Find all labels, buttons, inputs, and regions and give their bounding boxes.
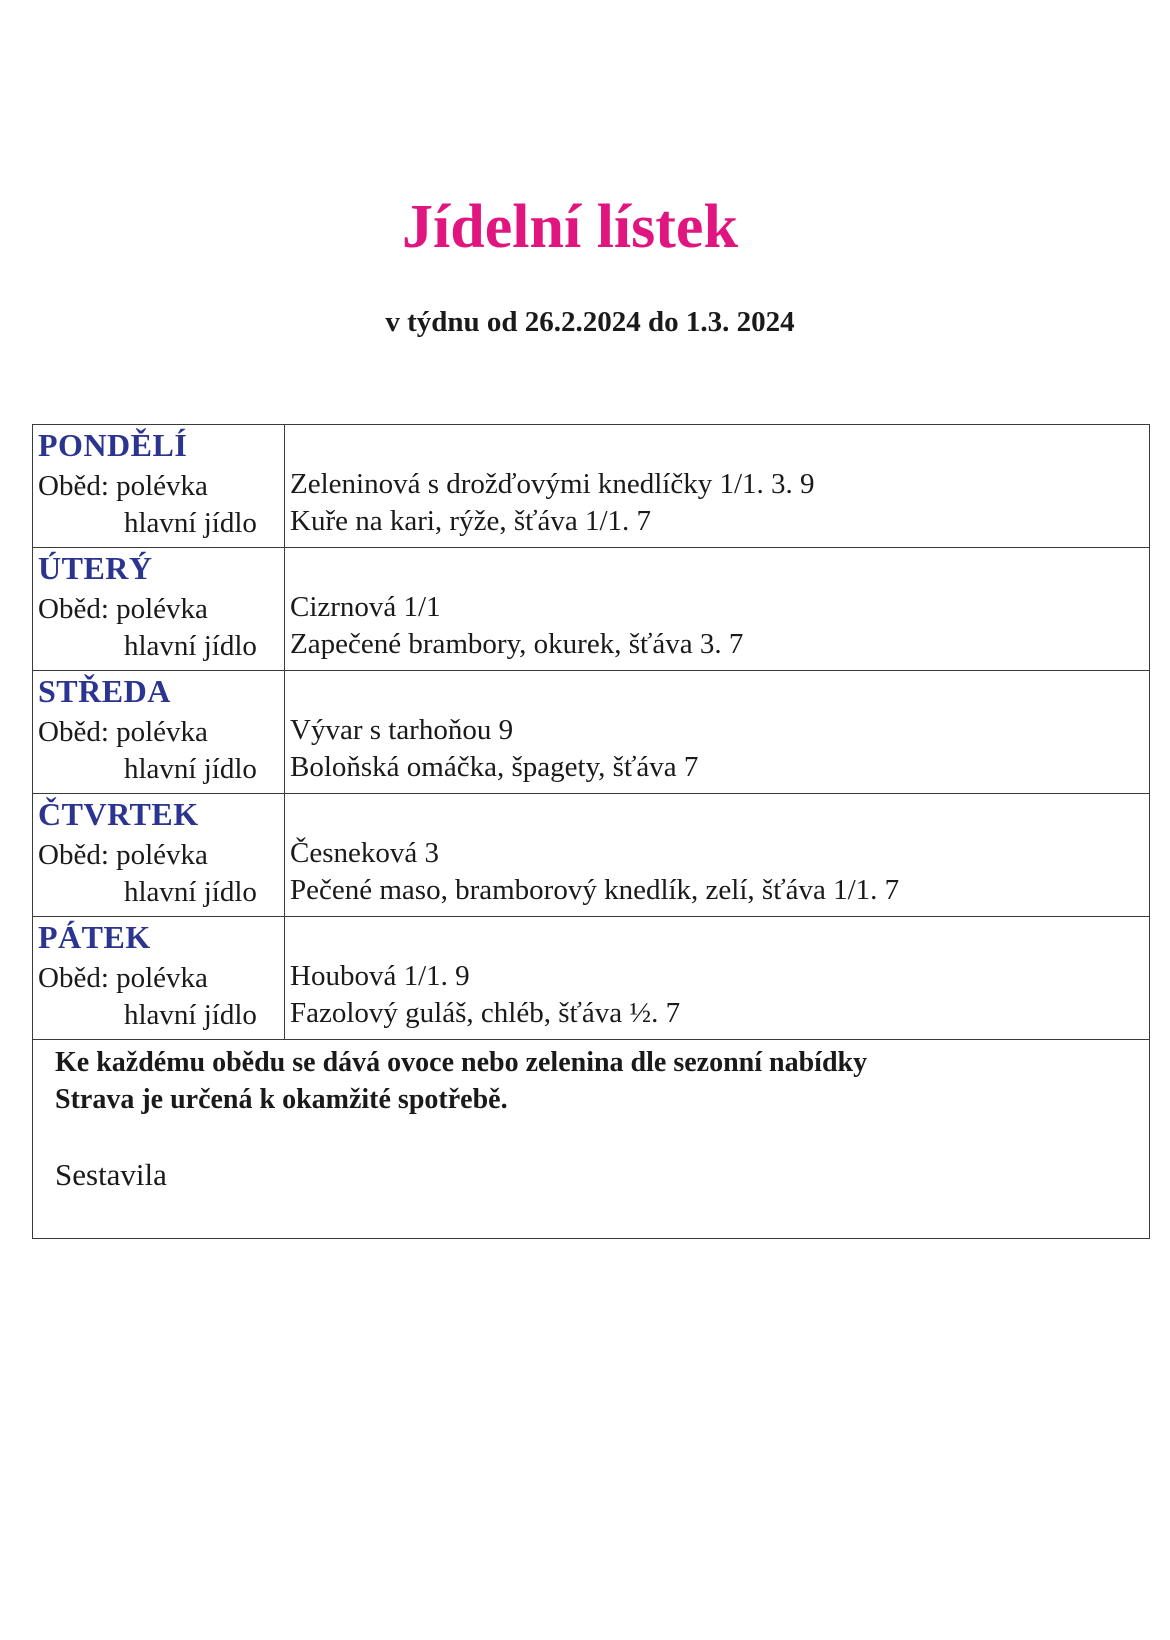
soup-text: Cizrnová 1/1 [290, 591, 441, 623]
day-name: PÁTEK [38, 919, 151, 955]
day-dishes-cell [285, 671, 1149, 793]
page-title: Jídelní lístek [402, 193, 738, 261]
day-name: STŘEDA [38, 673, 171, 709]
main-dish-text: Pečené maso, bramborový knedlík, zelí, šťáva 1/1. 7 [290, 874, 900, 906]
signature-label: Sestavila [55, 1157, 167, 1192]
week-range: v týdnu od 26.2.2024 do 1.3. 2024 [385, 306, 795, 338]
day-label-cell [33, 425, 285, 547]
day-row-thursday [33, 794, 1149, 917]
lunch-soup-label: Oběd: polévka [38, 593, 208, 625]
main-dish-label: hlavní jídlo [124, 999, 257, 1031]
menu-table [32, 424, 1150, 1239]
day-row-friday [33, 917, 1149, 1040]
day-dishes-cell [285, 917, 1149, 1039]
lunch-soup-label: Oběd: polévka [38, 962, 208, 994]
day-dishes-cell [285, 794, 1149, 916]
main-dish-text: Fazolový guláš, chléb, šťáva ½. 7 [290, 997, 681, 1029]
main-dish-text: Zapečené brambory, okurek, šťáva 3. 7 [290, 628, 744, 660]
day-name: ČTVRTEK [38, 796, 199, 832]
day-dishes-cell [285, 425, 1149, 547]
day-row-tuesday [33, 548, 1149, 671]
day-row-monday [33, 425, 1149, 548]
main-dish-text: Kuře na kari, rýže, šťáva 1/1. 7 [290, 505, 652, 537]
day-label-cell [33, 794, 285, 916]
day-label-cell [33, 548, 285, 670]
lunch-soup-label: Oběd: polévka [38, 716, 208, 748]
day-label-cell [33, 917, 285, 1039]
main-dish-label: hlavní jídlo [124, 753, 257, 785]
lunch-soup-label: Oběd: polévka [38, 470, 208, 502]
main-dish-text: Boloňská omáčka, špagety, šťáva 7 [290, 751, 699, 783]
fruit-note: Ke každému obědu se dává ovoce nebo zelenina dle sezonní nabídky [55, 1047, 868, 1078]
day-dishes-cell [285, 548, 1149, 670]
soup-text: Houbová 1/1. 9 [290, 960, 470, 992]
day-label-cell [33, 671, 285, 793]
footer-notes [33, 1040, 1149, 1238]
day-row-wednesday [33, 671, 1149, 794]
day-name: PONDĚLÍ [38, 427, 188, 463]
main-dish-label: hlavní jídlo [124, 876, 257, 908]
lunch-soup-label: Oběd: polévka [38, 839, 208, 871]
day-name: ÚTERÝ [38, 550, 153, 586]
main-dish-label: hlavní jídlo [124, 630, 257, 662]
soup-text: Zeleninová s drožďovými knedlíčky 1/1. 3. 9 [290, 468, 815, 500]
soup-text: Vývar s tarhoňou 9 [290, 714, 514, 746]
consumption-note: Strava je určená k okamžité spotřebě. [55, 1084, 508, 1115]
soup-text: Česneková 3 [290, 837, 439, 869]
main-dish-label: hlavní jídlo [124, 507, 257, 539]
